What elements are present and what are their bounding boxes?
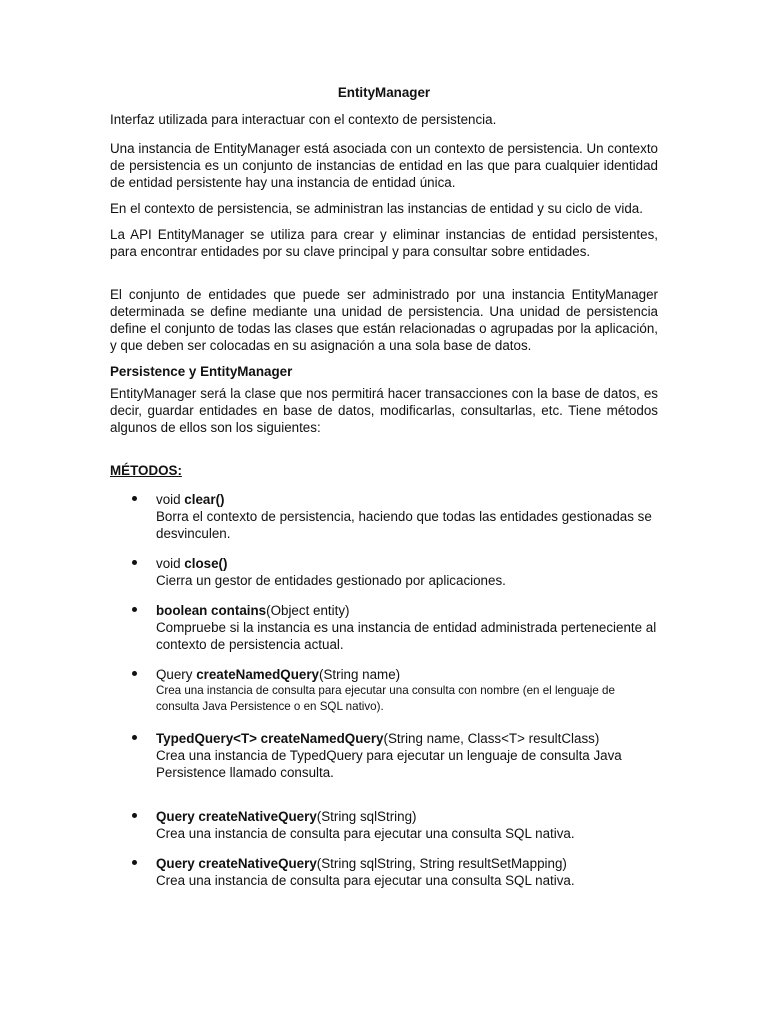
method-signature: Query createNamedQuery(String name) [156, 667, 401, 682]
method-signature: Query createNativeQuery(String sqlString, String resultSetMapping) [156, 856, 567, 871]
bullet-icon [132, 560, 137, 565]
intro-paragraph: Interfaz utilizada para interactuar con el contexto de persistencia. [110, 112, 497, 127]
list-item [110, 855, 658, 889]
method-signature: Query createNativeQuery(String sqlString) [156, 809, 417, 824]
bullet-icon [132, 735, 137, 740]
method-description: Crea una instancia de consulta para ejecutar una consulta con nombre (en el lenguaje de consulta Java Persistence o en SQL nativo). [156, 684, 615, 713]
list-item [110, 491, 658, 542]
section-heading: Persistence y EntityManager [110, 364, 293, 379]
method-description: Compruebe si la instancia es una instancia de entidad administrada perteneciente al contexto de persistencia actual. [156, 620, 657, 652]
list-item [110, 808, 658, 842]
method-description: Crea una instancia de consulta para ejecutar una consulta SQL nativa. [156, 873, 575, 888]
list-item [110, 555, 658, 589]
document-page [110, 84, 658, 889]
persistence-unit-paragraph: El conjunto de entidades que puede ser administrado por una instancia EntityManager determinada se define mediante una unidad de persistencia. Una unidad de persistencia define el conjunto de todas las clases que están relacionadas o agrupadas por la aplicación, y que deben ser colocadas en su asignación a una sola base de datos. [110, 287, 658, 353]
bullet-icon [132, 813, 137, 818]
method-description: Crea una instancia de consulta para ejecutar una consulta SQL nativa. [156, 826, 575, 841]
list-item [110, 602, 658, 653]
methods-heading: MÉTODOS: [110, 463, 182, 478]
lifecycle-paragraph: En el contexto de persistencia, se administran las instancias de entidad y su ciclo de vida. [110, 201, 643, 216]
method-signature: TypedQuery<T> createNamedQuery(String name, Class<T> resultClass) [156, 731, 600, 746]
list-item [110, 730, 658, 781]
section-paragraph: EntityManager será la clase que nos permitirá hacer transacciones con la base de datos, es decir, guardar entidades en base de datos, modificarlas, consultarlas, etc. Tiene métodos algunos de ellos son los siguientes: [110, 386, 658, 435]
context-paragraph: Una instancia de EntityManager está asociada con un contexto de persistencia. Un contexto de persistencia es un conjunto de instancias de entidad en las que para cualquier identidad de entidad persistente hay una instancia de entidad única. [110, 141, 658, 190]
bullet-icon [132, 496, 137, 501]
method-signature: void clear() [156, 492, 225, 507]
api-paragraph: La API EntityManager se utiliza para crear y eliminar instancias de entidad persistentes, para encontrar entidades por su clave principal y para consultar sobre entidades. [110, 227, 658, 259]
method-description: Cierra un gestor de entidades gestionado por aplicaciones. [156, 573, 506, 588]
methods-list [110, 491, 658, 889]
method-signature: void close() [156, 556, 228, 571]
method-description: Crea una instancia de TypedQuery para ejecutar un lenguaje de consulta Java Persistence llamado consulta. [156, 748, 622, 780]
bullet-icon [132, 860, 137, 865]
bullet-icon [132, 607, 137, 612]
list-item [110, 666, 658, 715]
method-description: Borra el contexto de persistencia, haciendo que todas las entidades gestionadas se desvinculen. [156, 509, 652, 541]
document-title: EntityManager [337, 85, 431, 100]
bullet-icon [132, 671, 137, 676]
method-signature: boolean contains(Object entity) [156, 603, 350, 618]
